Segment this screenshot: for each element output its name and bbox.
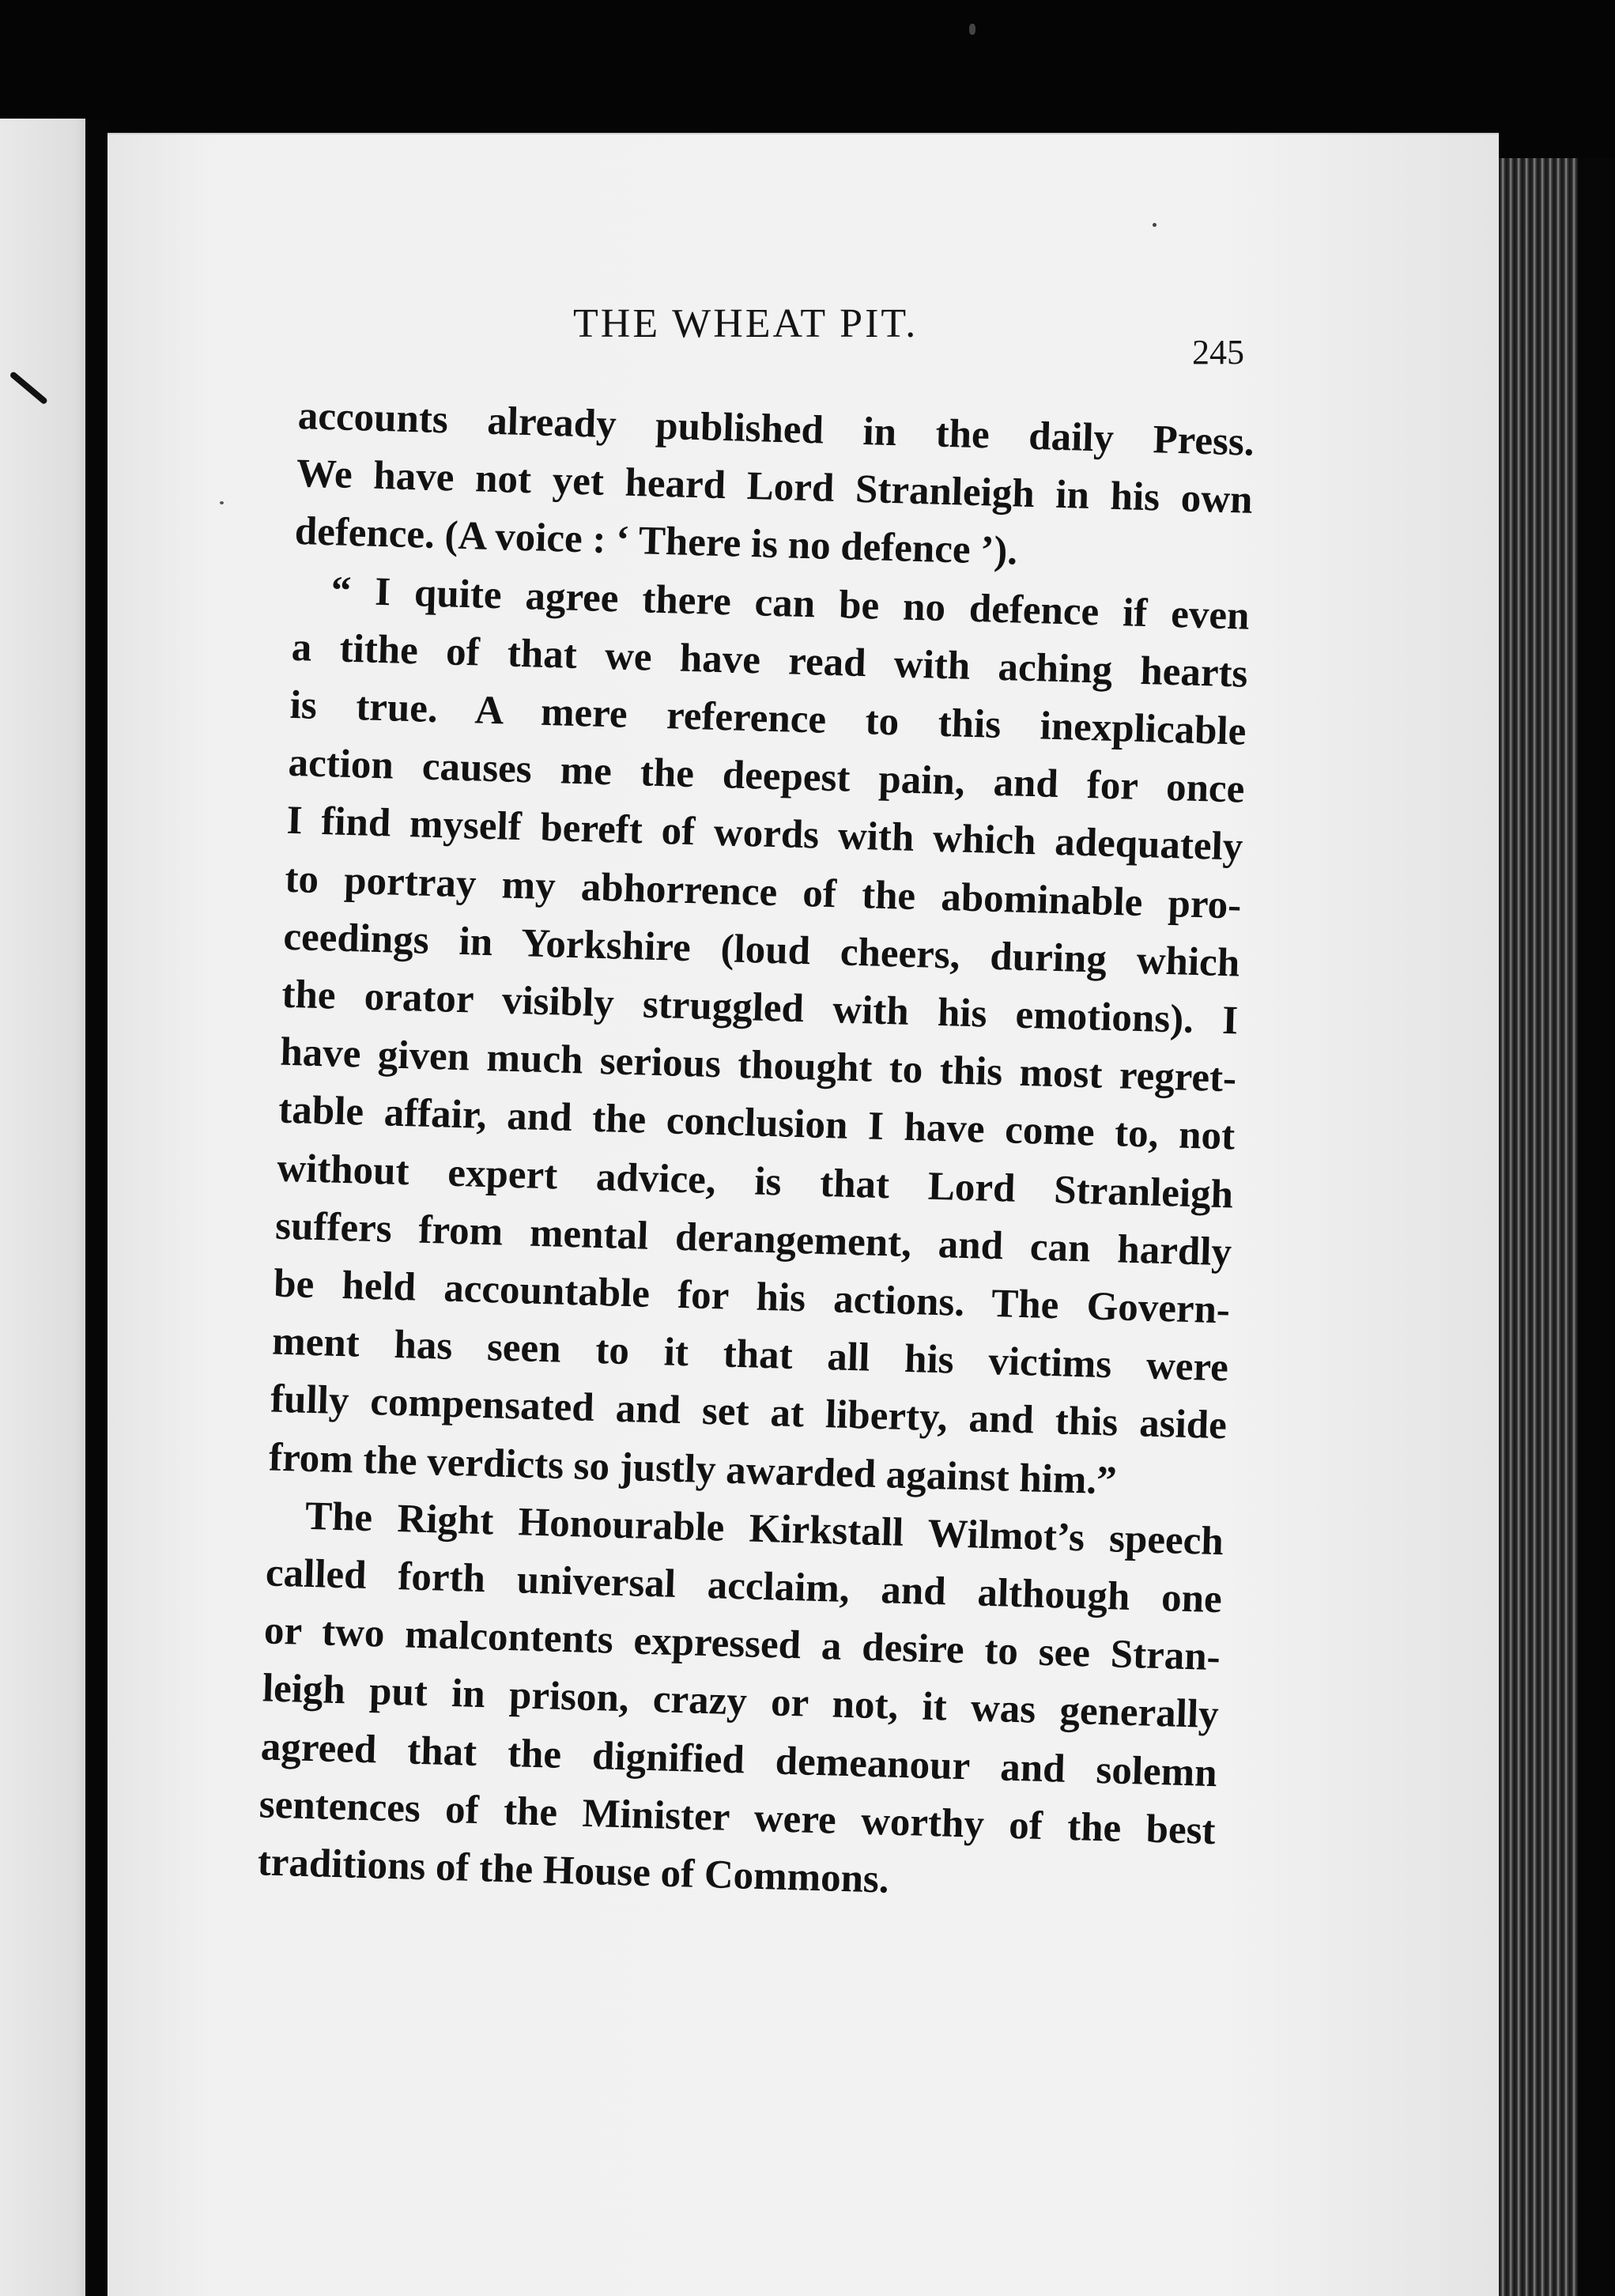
page-edges xyxy=(1499,158,1578,2296)
text-line: accounts already published in the daily Press. xyxy=(297,393,1255,465)
dust-speck xyxy=(220,501,224,504)
body-text xyxy=(257,387,1255,1918)
dust-speck xyxy=(1153,223,1157,227)
text-line: from the verdicts so justly awarded against him.” xyxy=(268,1435,1118,1504)
text-line: have given much serious thought to this most regret- xyxy=(279,1029,1237,1101)
text-line: called forth universal acclaim, and although one xyxy=(265,1550,1223,1622)
text-line: defence. (A voice : ‘ There is no defence ’). xyxy=(294,509,1018,574)
text-line: table affair, and the conclusion I have come to, not xyxy=(277,1088,1236,1159)
text-line: is true. A mere reference to this inexplicable xyxy=(289,682,1247,754)
text-line: without expert advice, is that Lord Stranleigh xyxy=(276,1146,1234,1218)
text-line: fully compensated and set at liberty, and this aside xyxy=(270,1376,1228,1448)
ink-mark xyxy=(9,371,48,405)
text-line: leigh put in prison, crazy or not, it was generally xyxy=(262,1666,1220,1738)
text-line: to portray my abhorrence of the abominable pro- xyxy=(284,856,1242,928)
text-line: ceedings in Yorkshire (loud cheers, during which xyxy=(282,914,1240,986)
text-line: traditions of the House of Commons. xyxy=(257,1840,890,1902)
text-line: be held accountable for his actions. The Govern- xyxy=(273,1261,1231,1333)
text-line: the orator visibly struggled with his emotions). I xyxy=(281,972,1239,1044)
text-line: or two malcontents expressed a desire to see Stran- xyxy=(263,1608,1221,1680)
text-line: “ I quite agree there can be no defence if even xyxy=(330,568,1251,639)
page-edges-shadow xyxy=(1578,158,1615,2296)
text-line: ment has seen to it that all his victims were xyxy=(271,1319,1229,1391)
text-line: sentences of the Minister were worthy of the best xyxy=(258,1782,1217,1853)
text-line: I find myself bereft of words with which adequately xyxy=(285,799,1243,870)
text-line: We have not yet heard Lord Stranleigh in his own xyxy=(296,451,1254,523)
text-line: a tithe of that we have read with aching hearts xyxy=(291,625,1249,697)
page-number: 245 xyxy=(1192,333,1244,372)
dust-speck xyxy=(969,24,975,35)
text-line: suffers from mental derangement, and can hardly xyxy=(274,1203,1232,1275)
running-title: THE WHEAT PIT. xyxy=(573,301,919,346)
text-line: The Right Honourable Kirkstall Wilmot’s speech xyxy=(304,1494,1224,1565)
text-line: action causes me the deepest pain, and for once xyxy=(287,741,1246,812)
book-gutter xyxy=(85,119,108,2296)
text-line: agreed that the dignified demeanour and solemn xyxy=(260,1724,1218,1796)
